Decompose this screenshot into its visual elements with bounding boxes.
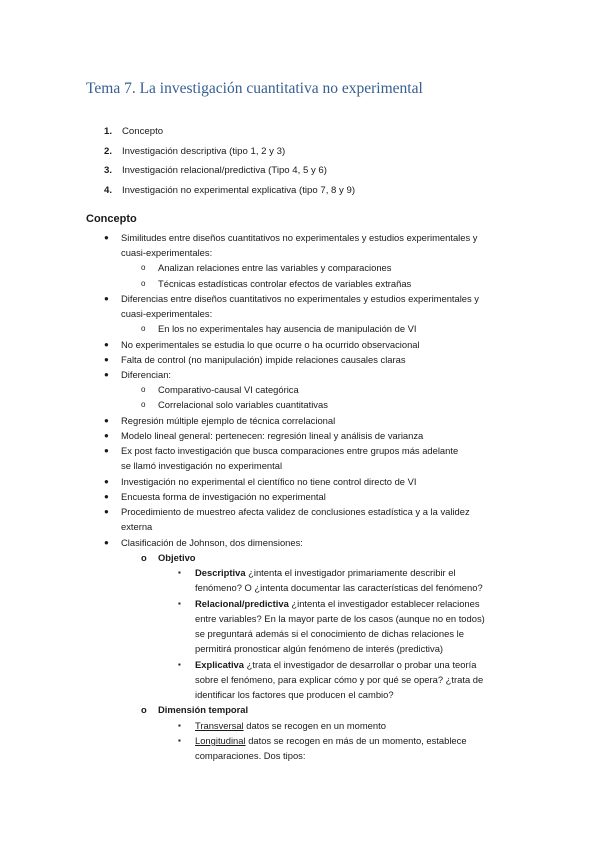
bullet-icon: ● xyxy=(104,370,109,379)
bullet-icon: ● xyxy=(104,294,109,303)
text-line: Modelo lineal general: pertenecen: regresión lineal y análisis de varianza xyxy=(121,430,424,441)
text-line: Comparativo-causal VI categórica xyxy=(158,384,299,395)
text-line: cuasi-experimentales: xyxy=(121,247,213,258)
toc-number: 1. xyxy=(104,126,113,137)
toc-item xyxy=(104,146,355,166)
subheading-objetivo: Objetivo xyxy=(158,552,196,563)
text-line: Regresión múltiple ejemplo de técnica correlacional xyxy=(121,415,336,426)
text-line: En los no experimentales hay ausencia de manipulación de VI xyxy=(158,323,417,334)
text-line: Diferencias entre diseños cuantitativos no experimentales y estudios experimentales y xyxy=(121,293,479,304)
text-line: Analizan relaciones entre las variables y comparaciones xyxy=(158,262,392,273)
square-bullet-icon: ▪ xyxy=(178,660,181,669)
text-line: Diferencian: xyxy=(121,369,172,380)
subheading-dimension-temporal: Dimensión temporal xyxy=(158,704,249,715)
toc-text: Investigación relacional/predictiva (Tipo 4, 5 y 6) xyxy=(122,165,327,176)
text-line: comparaciones. Dos tipos: xyxy=(195,750,306,761)
text-line xyxy=(195,659,476,670)
bullet-icon: ● xyxy=(104,492,109,501)
text-line: se llamó investigación no experimental xyxy=(121,460,283,471)
term-longitudinal: Longitudinal xyxy=(195,735,246,746)
bullet-icon: ● xyxy=(104,340,109,349)
toc-item xyxy=(104,185,355,205)
square-bullet-icon: ▪ xyxy=(178,736,181,745)
text-line xyxy=(195,598,480,609)
bullet-icon: ● xyxy=(104,477,109,486)
table-of-contents xyxy=(104,126,355,204)
sub-bullet-icon: o xyxy=(141,263,146,272)
text-line: externa xyxy=(121,521,153,532)
text-line: se preguntará además si el conocimiento de dichas relaciones le xyxy=(195,628,464,639)
bullet-icon: ● xyxy=(104,446,109,455)
toc-item xyxy=(104,126,355,146)
bullet-icon: ● xyxy=(104,431,109,440)
bullet-icon: ● xyxy=(104,355,109,364)
text-line: Técnicas estadísticas controlar efectos de variables extrañas xyxy=(158,278,412,289)
bullet-icon: ● xyxy=(104,538,109,547)
text-line: entre variables? En la mayor parte de los casos (aunque no en todos) xyxy=(195,613,485,624)
line-text: ¿intenta el investigador primariamente describir el xyxy=(248,567,456,578)
square-bullet-icon: ▪ xyxy=(178,599,181,608)
term-relacional: Relacional/predictiva xyxy=(195,598,289,609)
text-line: permitirá pronosticar algún fenómeno de interés (predictiva) xyxy=(195,643,444,654)
sub-bullet-icon: o xyxy=(141,552,147,563)
toc-number: 2. xyxy=(104,145,113,157)
sub-bullet-icon: o xyxy=(141,324,146,333)
toc-text: Concepto xyxy=(122,126,164,137)
sub-bullet-icon: o xyxy=(141,704,147,715)
square-bullet-icon: ▪ xyxy=(178,721,181,730)
text-line: cuasi-experimentales: xyxy=(121,308,213,319)
page-title: Tema 7. La investigación cuantitativa no experimental xyxy=(86,80,423,97)
text-line: identificar los factores que producen el cambio? xyxy=(195,689,394,700)
sub-bullet-icon: o xyxy=(141,385,146,394)
text-line: No experimentales se estudia lo que ocurre o ha ocurrido observacional xyxy=(121,339,420,350)
square-bullet-icon: ▪ xyxy=(178,568,181,577)
text-line xyxy=(195,567,456,578)
toc-number: 3. xyxy=(104,165,113,176)
text-line xyxy=(195,720,386,731)
text-line: Correlacional solo variables cuantitativas xyxy=(158,399,328,410)
toc-text: Investigación descriptiva (tipo 1, 2 y 3) xyxy=(122,145,286,157)
toc-number: 4. xyxy=(104,184,113,196)
toc-item xyxy=(104,165,355,185)
bullet-icon: ● xyxy=(104,507,109,516)
sub-bullet-icon: o xyxy=(141,400,146,409)
term-explicativa: Explicativa xyxy=(195,659,244,670)
line-text: datos se recogen en más de un momento, establece xyxy=(248,735,467,746)
text-line: Encuesta forma de investigación no experimental xyxy=(121,491,326,502)
sub-bullet-icon: o xyxy=(141,279,146,288)
text-line: Clasificación de Johnson, dos dimensiones: xyxy=(121,537,303,548)
toc-text: Investigación no experimental explicativa (tipo 7, 8 y 9) xyxy=(122,184,356,196)
text-line: Investigación no experimental el científico no tiene control directo de VI xyxy=(121,476,417,487)
line-text: ¿intenta el investigador establecer relaciones xyxy=(291,598,480,609)
text-line: Falta de control (no manipulación) impide relaciones causales claras xyxy=(121,354,406,365)
text-line: Similitudes entre diseños cuantitativos no experimentales y estudios experimentales y xyxy=(121,232,478,243)
bullet-icon: ● xyxy=(104,233,109,242)
text-line: Ex post facto investigación que busca comparaciones entre grupos más adelante xyxy=(121,445,459,456)
bullet-icon: ● xyxy=(104,416,109,425)
text-line: Procedimiento de muestreo afecta validez de conclusiones estadística y a la validez xyxy=(121,506,470,517)
term-descriptiva: Descriptiva xyxy=(195,567,246,578)
line-text: ¿trata el investigador de desarrollar o probar una teoría xyxy=(246,659,477,670)
term-transversal: Transversal xyxy=(195,720,244,731)
section-heading: Concepto xyxy=(86,213,137,225)
text-line: sobre el fenómeno, para explicar cómo y por qué se opera? ¿trata de xyxy=(195,674,484,685)
text-line: fenómeno? O ¿intenta documentar las características del fenómeno? xyxy=(195,582,483,593)
line-text: datos se recogen en un momento xyxy=(246,720,386,731)
text-line xyxy=(195,735,467,746)
